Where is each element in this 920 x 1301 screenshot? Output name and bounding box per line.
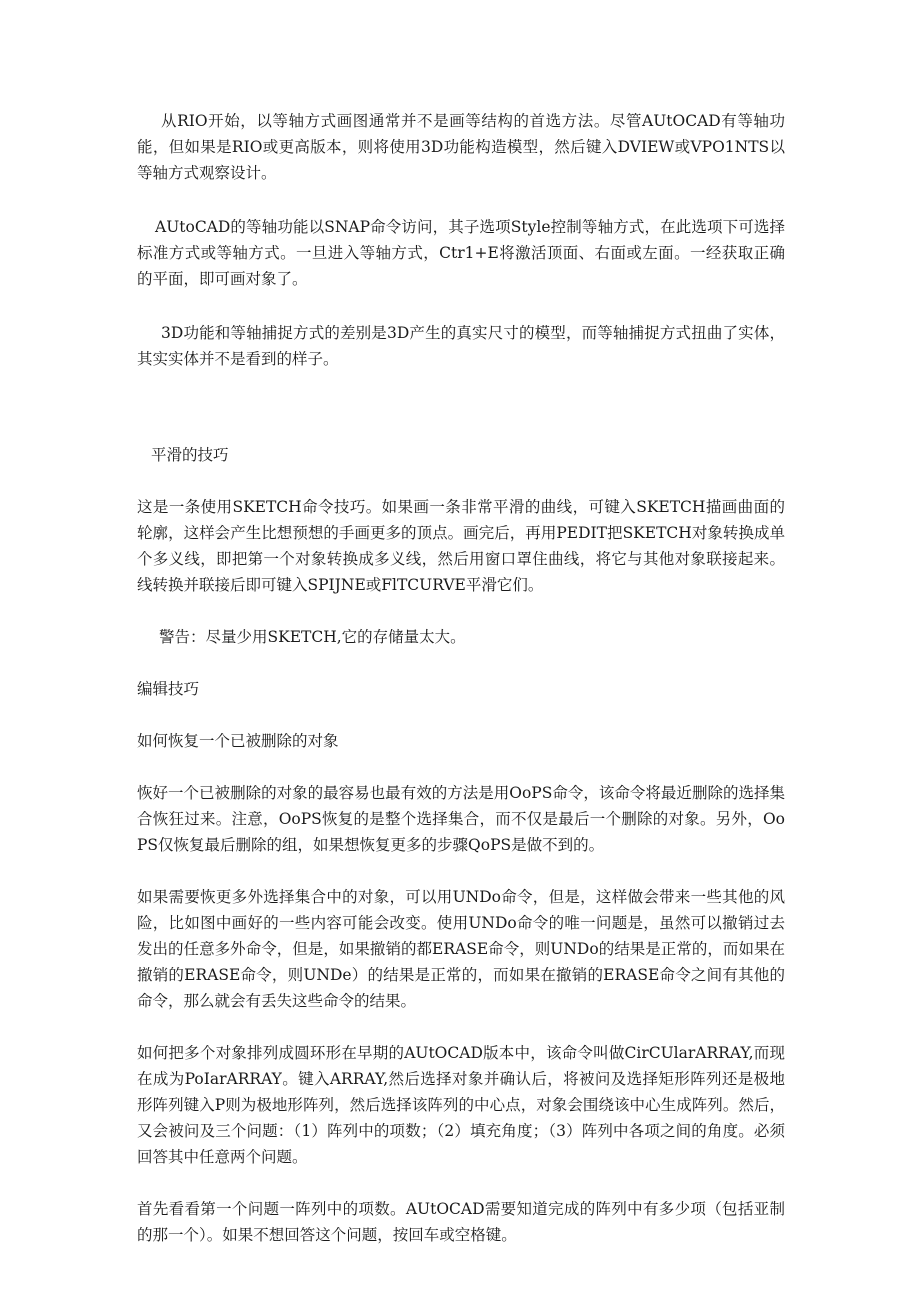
paragraph-snap-command: AUtoCAD的等轴功能以SNAP命令访问，其子选项Style控制等轴方式，在此选项下可选择标准方式或等轴方式。一旦进入等轴方式，Ctr1+E将激活顶面、右面或左面。一经获取正确的平面，即可画对象了。 (137, 218, 785, 288)
spacer (137, 650, 785, 676)
paragraph-undo-command: 如果需要恢更多外选择集合中的对象，可以用UNDo命令，但是，这样做会带来一些其他的风险，比如图中画好的一些内容可能会改变。使用UNDo命令的唯一问题是，虽然可以撤销过去发出的任意多外命令，但是，如果撤销的都ERASE命令，则UNDo的结果是正常的，而如果在撤销的ERASE命令，则UNDe）的结果是正常的，而如果在撤销的ERASE命令之间有其他的命令，那么就会有丢失这些命令的结果。 (137, 888, 785, 1010)
spacer (137, 858, 785, 884)
spacer (137, 754, 785, 780)
section-heading-editing: 编辑技巧 (137, 680, 200, 698)
paragraph-isometric-intro: 从RIO开始，以等轴方式画图通常并不是画等结构的首选方法。尽管AUtOCAD有等轴功能，但如果是RIO或更高版本，则将使用3D功能构造模型，然后键入DVIEW或VPO1NTS以等轴方式观察设计。 (137, 112, 785, 182)
spacer (137, 468, 785, 494)
document-page (137, 108, 785, 1248)
spacer (137, 292, 785, 320)
section-heading-smoothing: 平滑的技巧 (151, 446, 229, 464)
spacer (137, 1170, 785, 1196)
spacer (137, 372, 785, 442)
spacer (137, 598, 785, 624)
paragraph-sketch-tip: 这是一条使用SKETCH命令技巧。如果画一条非常平滑的曲线，可键入SKETCH描画曲面的轮廓，这样会产生比想预想的手画更多的顶点。画完后，再用PEDIT把SKETCH对象转换成单个多义线，即把第一个对象转换成多义线，然后用窗口罩住曲线，将它与其他对象联接起来。线转换并联接后即可键入SPIJNE或FlTCURVE平滑它们。 (137, 498, 785, 594)
paragraph-3d-difference: 3D功能和等轴捕捉方式的差别是3D产生的真实尺寸的模型，而等轴捕捉方式扭曲了实体，其实实体并不是看到的样子。 (137, 324, 785, 368)
paragraph-polar-array: 如何把多个对象排列成圆环形在早期的AUtOCAD版本中，该命令叫做CirCUlarARRAY,而现在成为PoIarARRAY。键入ARRAY,然后选择对象并确认后，将被问及选择矩形阵列还是极地形阵列键入P则为极地形阵列，然后选择该阵列的中心点，对象会围绕该中心生成阵列。然后，又会被问及三个问题：（1）阵列中的项数；（2）填充角度；（3）阵列中各项之间的角度。必须回答其中任意两个问题。 (137, 1044, 785, 1166)
subheading-restore-deleted: 如何恢复一个已被删除的对象 (137, 732, 339, 750)
paragraph-array-items: 首先看看第一个问题一阵列中的项数。AUtOCAD需要知道完成的阵列中有多少项（包括亚制的那一个）。如果不想回答这个问题，按回车或空格键。 (137, 1200, 785, 1244)
spacer (137, 186, 785, 214)
spacer (137, 1014, 785, 1040)
spacer (137, 702, 785, 728)
paragraph-oops-command: 恢好一个已被删除的对象的最容易也最有效的方法是用OoPS命令，该命令将最近删除的选择集合恢狂过来。注意，OoPS恢复的是整个选择集合，而不仅是最后一个删除的对象。另外，OoPS仅恢复最后删除的组，如果想恢复更多的步骤QoPS是做不到的。 (137, 784, 785, 854)
paragraph-warning: 警告：尽量少用SKETCH,它的存储量太大。 (159, 628, 466, 646)
